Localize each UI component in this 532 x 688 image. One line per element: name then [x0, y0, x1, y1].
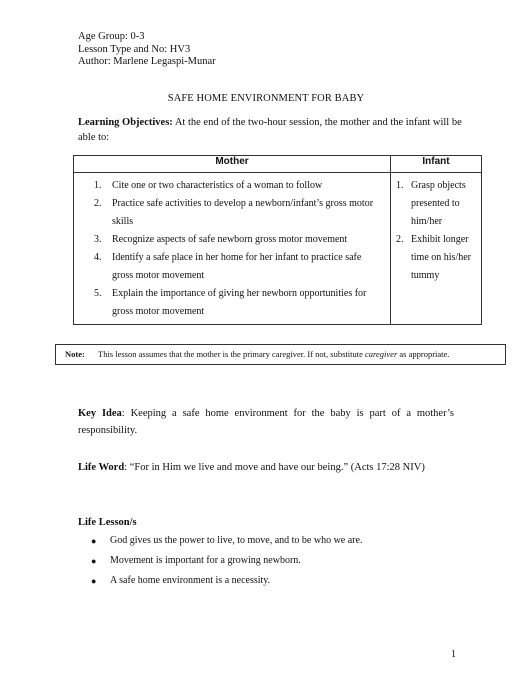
list-item: [91, 571, 362, 591]
life-word-label: Life Word: [78, 462, 125, 473]
list-item: [75, 231, 389, 249]
key-idea-text: : Keeping a safe home environment for the baby is part of a mother’s responsibility.: [78, 408, 454, 436]
list-item: [75, 195, 389, 231]
author: Author: Marlene Legaspi-Munar: [78, 56, 216, 67]
objectives-label: Learning Objectives:: [78, 117, 173, 128]
list-text: Movement is important for a growing newborn.: [110, 555, 301, 566]
infant-objectives-list: [392, 177, 480, 285]
bullet-icon: ●: [91, 556, 97, 566]
list-item: [75, 177, 389, 195]
note-text-after: as appropriate.: [397, 349, 450, 359]
key-idea-label: Key Idea: [78, 408, 122, 419]
mother-cell: [74, 173, 391, 325]
life-lessons-list: [91, 531, 363, 591]
list-text: Grasp objects presented to him/her: [411, 180, 466, 227]
note-box: [55, 344, 506, 365]
list-number: 2.: [396, 234, 404, 245]
objectives-table: [73, 155, 482, 325]
list-text: Exhibit longer time on his/her tummy: [411, 234, 471, 281]
lesson-type: Lesson Type and No: HV3: [78, 43, 191, 55]
list-item: [75, 285, 389, 321]
list-text: God gives us the power to live, to move, and to be who we are.: [110, 535, 363, 546]
list-item: [91, 551, 362, 571]
mother-header: Mother: [74, 156, 391, 173]
document-title: SAFE HOME ENVIRONMENT FOR BABY: [167, 93, 365, 104]
note-text: [98, 345, 449, 364]
list-number: 3.: [94, 234, 102, 245]
mother-objectives-list: [75, 177, 389, 321]
list-text: Recognize aspects of safe newborn gross motor movement: [112, 234, 348, 245]
objectives-text: At the end of the two-hour session, the mother and the infant will be able to:: [78, 117, 462, 143]
note-text-before: This lesson assumes that the mother is the primary caregiver. If not, substitute: [98, 349, 365, 359]
note-label: Note:: [65, 349, 85, 359]
life-word-text: : “For in Him we live and move and have our being.” (Acts 17:28 NIV): [124, 462, 425, 473]
list-text: Practice safe activities to develop a newborn/infant’s gross motor skills: [112, 198, 374, 227]
page-number: 1: [451, 649, 456, 660]
life-word: [78, 462, 425, 473]
key-idea: [78, 405, 454, 439]
age-group: Age Group: 0-3: [78, 31, 145, 42]
bullet-icon: ●: [91, 536, 97, 546]
list-item: [392, 177, 480, 231]
table-body-row: [74, 173, 482, 325]
learning-objectives: [78, 115, 478, 145]
list-number: 2.: [94, 198, 102, 209]
list-number: 4.: [94, 252, 102, 263]
list-item: [91, 531, 363, 551]
infant-cell: [391, 173, 482, 325]
list-text: Cite one or two characteristics of a woman to follow: [112, 180, 323, 191]
list-number: 5.: [94, 288, 102, 299]
list-text: A safe home environment is a necessity.: [110, 575, 271, 586]
list-item: [392, 231, 480, 285]
infant-header: Infant: [391, 156, 482, 173]
list-text: Explain the importance of giving her newborn opportunities for gross motor movement: [112, 288, 367, 317]
list-item: [75, 249, 389, 285]
list-number: 1.: [396, 180, 404, 191]
life-lessons-heading: Life Lesson/s: [78, 517, 137, 528]
list-number: 1.: [94, 180, 102, 191]
note-italic-word: caregiver: [365, 349, 398, 359]
list-text: Identify a safe place in her home for her infant to practice safe gross motor movement: [112, 252, 362, 281]
table-header-row: [74, 156, 482, 173]
bullet-icon: ●: [91, 576, 97, 586]
